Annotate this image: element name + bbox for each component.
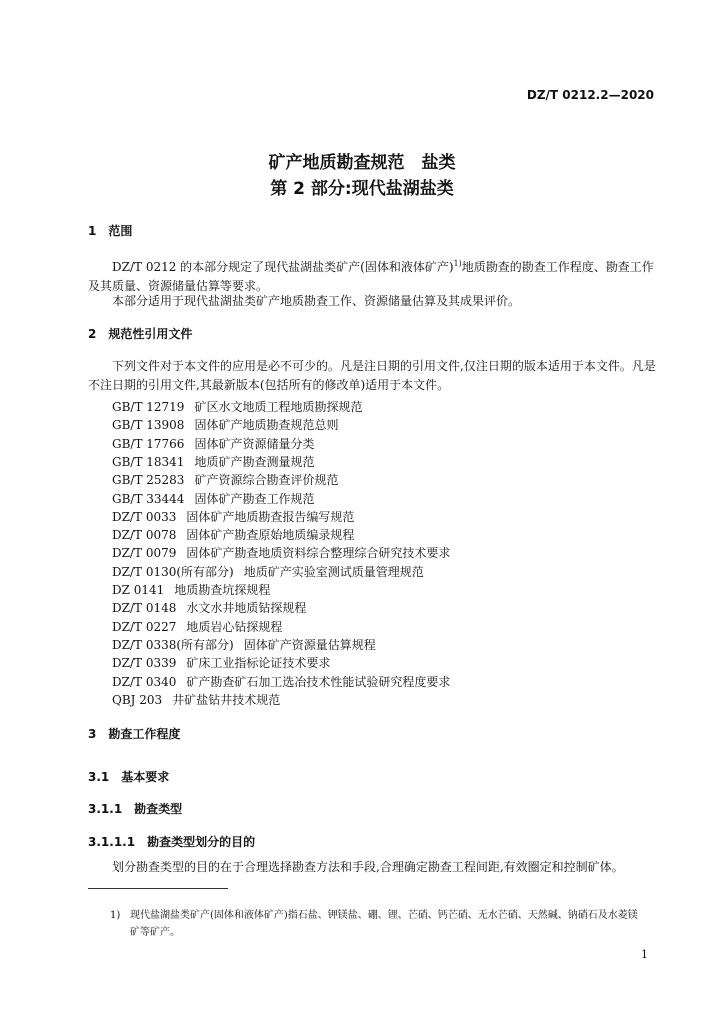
reference-title: 地质矿产勘查测量规范 [194, 454, 315, 469]
reference-item [112, 490, 314, 507]
footnote-line-2: 矿等矿产。 [130, 927, 180, 938]
reference-code: DZ/T 0338(所有部分) [112, 637, 234, 652]
footnote-mark: 1) [110, 910, 121, 921]
reference-code: DZ/T 0033 [112, 509, 177, 524]
reference-item [112, 526, 354, 543]
purpose-paragraph: 划分勘查类型的目的在于合理选择勘查方法和手段,合理确定勘查工程间距,有效圈定和控制矿体。 [112, 860, 624, 874]
reference-item [112, 471, 338, 488]
reference-title: 固体矿产勘查工作规范 [194, 491, 315, 506]
reference-title: 固体矿产资源量估算规程 [243, 637, 376, 652]
reference-item [112, 691, 280, 708]
reference-code: QBJ 203 [112, 692, 163, 707]
reference-code: GB/T 25283 [112, 473, 185, 488]
section-heading-purpose [88, 833, 255, 850]
reference-title: 井矿盐钻井技术规范 [172, 692, 281, 707]
reference-item [112, 599, 306, 616]
reference-code: DZ/T 0340 [112, 674, 177, 689]
standard-number: DZ/T 0212.2—2020 [526, 88, 654, 102]
reference-title: 水文水井地质钻探规程 [186, 601, 307, 616]
reference-title: 地质矿产实验室测试质量管理规范 [243, 564, 424, 579]
section-heading-scope [88, 222, 132, 239]
section-number: 3 [88, 727, 97, 741]
reference-title: 固体矿产地质勘查规范总则 [194, 418, 339, 433]
reference-code: DZ/T 0079 [112, 546, 177, 561]
reference-item [112, 398, 362, 415]
reference-title: 地质勘查坑探规程 [174, 583, 271, 597]
section-heading-references [88, 325, 192, 342]
reference-code: DZ/T 0078 [112, 528, 177, 543]
footnote-ref: 1) [453, 259, 462, 268]
reference-code: DZ/T 0227 [112, 619, 177, 634]
reference-code: DZ 0141 [112, 583, 165, 597]
reference-title: 矿产资源综合勘查评价规范 [194, 473, 339, 488]
reference-item [112, 673, 450, 690]
reference-code: DZ/T 0130(所有部分) [112, 564, 234, 579]
reference-code: GB/T 33444 [112, 491, 185, 506]
reference-title: 矿产勘查矿石加工选冶技术性能试验研究程度要求 [186, 674, 451, 689]
section-number: 3.1 [88, 770, 110, 784]
reference-title: 固体矿产勘查地质资料综合整理综合研究技术要求 [186, 546, 451, 561]
section-number: 1 [88, 224, 97, 238]
reference-code: DZ/T 0339 [112, 656, 177, 671]
reference-title: 地质岩心钻探规程 [186, 619, 283, 634]
reference-item [112, 636, 376, 653]
reference-title: 矿床工业指标论证技术要求 [186, 656, 331, 671]
section-title: 规范性引用文件 [108, 327, 193, 341]
section-number: 3.1.1.1 [88, 835, 136, 849]
reference-code: GB/T 18341 [112, 454, 185, 469]
footnote-line-1 [110, 906, 638, 921]
section-heading-exploration-type [88, 800, 182, 817]
section-heading-work-level [88, 725, 180, 742]
scope-paragraph-2: 本部分适用于现代盐湖盐类矿产地质勘查工作、资源储量估算及其成果评价。 [112, 294, 521, 308]
reference-code: GB/T 17766 [112, 436, 185, 451]
document-subtitle: 第 2 部分:现代盐湖盐类 [270, 179, 454, 199]
reference-item [112, 416, 338, 433]
document-title: 矿产地质勘查规范 盐类 [268, 153, 456, 173]
section-title: 勘查类型划分的目的 [147, 835, 256, 849]
section-number: 2 [88, 327, 97, 341]
reference-code: DZ/T 0148 [112, 601, 177, 616]
footnote-rule [88, 888, 228, 889]
section-title: 范围 [108, 224, 133, 238]
reference-code: GB/T 13908 [112, 418, 185, 433]
scope-paragraph-1 [88, 254, 660, 296]
reference-item [112, 453, 314, 470]
reference-item [112, 618, 282, 635]
section-number: 3.1.1 [88, 802, 123, 816]
reference-title: 矿区水文地质工程地质勘探规范 [194, 400, 363, 414]
scope-text-b: 地质勘查的勘查工作程度、勘查工作及其质量、资源储量估算等要求。 [88, 260, 654, 293]
reference-item [112, 508, 354, 525]
reference-title: 固体矿产地质勘查报告编写规范 [186, 509, 355, 524]
reference-code: GB/T 12719 [112, 400, 185, 414]
page-number: 1 [641, 948, 648, 961]
reference-item [112, 435, 314, 452]
section-title: 勘查工作程度 [108, 727, 181, 741]
reference-item [112, 563, 424, 580]
reference-item [112, 654, 330, 671]
reference-title: 固体矿产勘查原始地质编录规程 [186, 528, 355, 543]
reference-title: 固体矿产资源储量分类 [194, 436, 315, 451]
reference-item [112, 581, 270, 598]
reference-item [112, 544, 450, 561]
section-heading-basic-requirements [88, 768, 169, 785]
section-title: 基本要求 [121, 770, 170, 784]
footnote-text: 现代盐湖盐类矿产(固体和液体矿产)指石盐、钾镁盐、硼、锂、芒硝、钙芒硝、无水芒硝、天然碱、钠硝石及水菱镁 [130, 910, 638, 921]
section-title: 勘查类型 [134, 802, 183, 816]
scope-text-a: DZ/T 0212 的本部分规定了现代盐湖盐类矿产(固体和液体矿产) [112, 260, 454, 274]
references-intro: 下列文件对于本文件的应用是必不可少的。凡是注日期的引用文件,仅注日期的版本适用于本文件。凡是不注日期的引用文件,其最新版本(包括所有的修改单)适用于本文件。 [88, 359, 656, 392]
